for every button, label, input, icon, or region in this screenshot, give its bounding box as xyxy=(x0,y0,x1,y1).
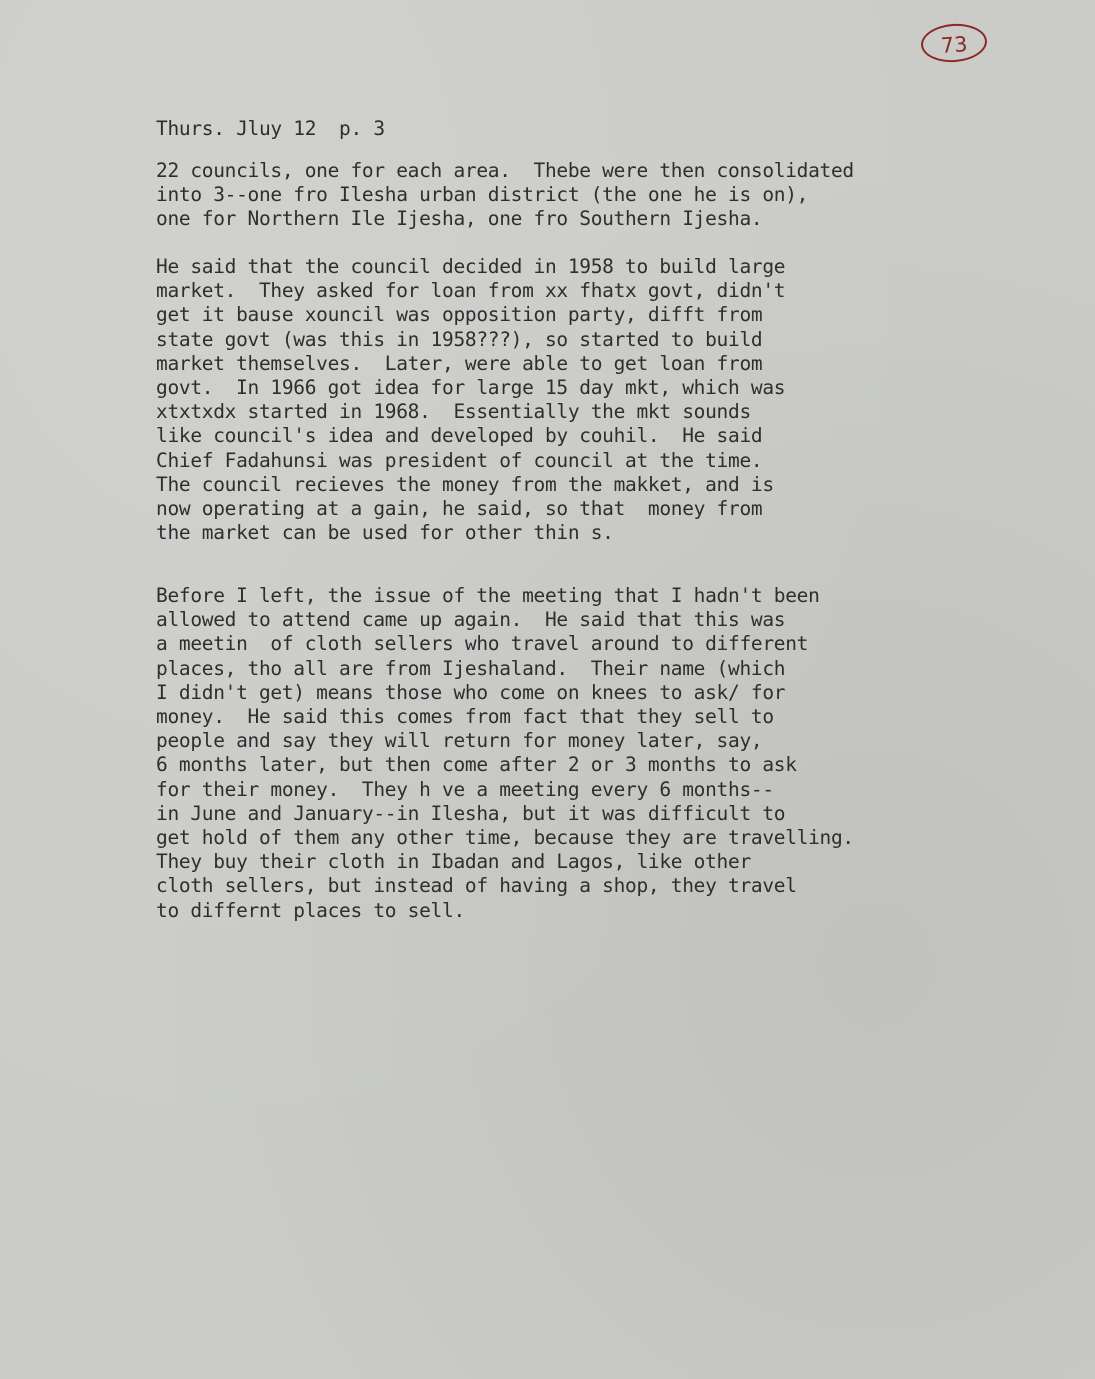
page-heading: Thurs. Jluy 12 p. 3 xyxy=(156,117,385,140)
paragraph-councils: 22 councils, one for each area. Thebe were then consolidated into 3--one fro Ilesha urban district (the one he is on), one for Northern Ile Ijesha, one fro Southern Ijesha. xyxy=(156,159,854,230)
paragraph-market: He said that the council decided in 1958 to build large market. They asked for loan from xx fhatx govt, didn't get it bause xouncil was opposition party, difft from state govt (was this in 1958???), so started to build market themselves. Later, were able to get loan from govt. In 1966 got idea for large 15 day mkt, which was xtxtxdx started in 1968. Essentially the mkt sounds like council's idea and developed by couhil. He said Chief Fadahunsi was president of council at the time. The council recieves the money from the makket, and is now operating at a gain, he said, so that money from the market can be used for other thin s. xyxy=(156,255,786,545)
paragraph-cloth-sellers: Before I left, the issue of the meeting that I hadn't been allowed to attend came up again. He said that this was a meetin of cloth sellers who travel around to different places, tho all are from Ijeshaland. Their name (which I didn't get) means those who come on knees to ask/ for money. He said this comes from fact that they sell to people and say they will return for money later, say, 6 months later, but then come after 2 or 3 months to ask for their money. They h ve a meeting every 6 months-- in June and January--in Ilesha, but it was difficult to get hold of them any other time, because they are travelling. They buy their cloth in Ibadan and Lagos, like other cloth sellers, but instead of having a shop, they travel to differnt places to sell. xyxy=(156,584,854,922)
page-number-circled: 73 xyxy=(920,22,988,65)
